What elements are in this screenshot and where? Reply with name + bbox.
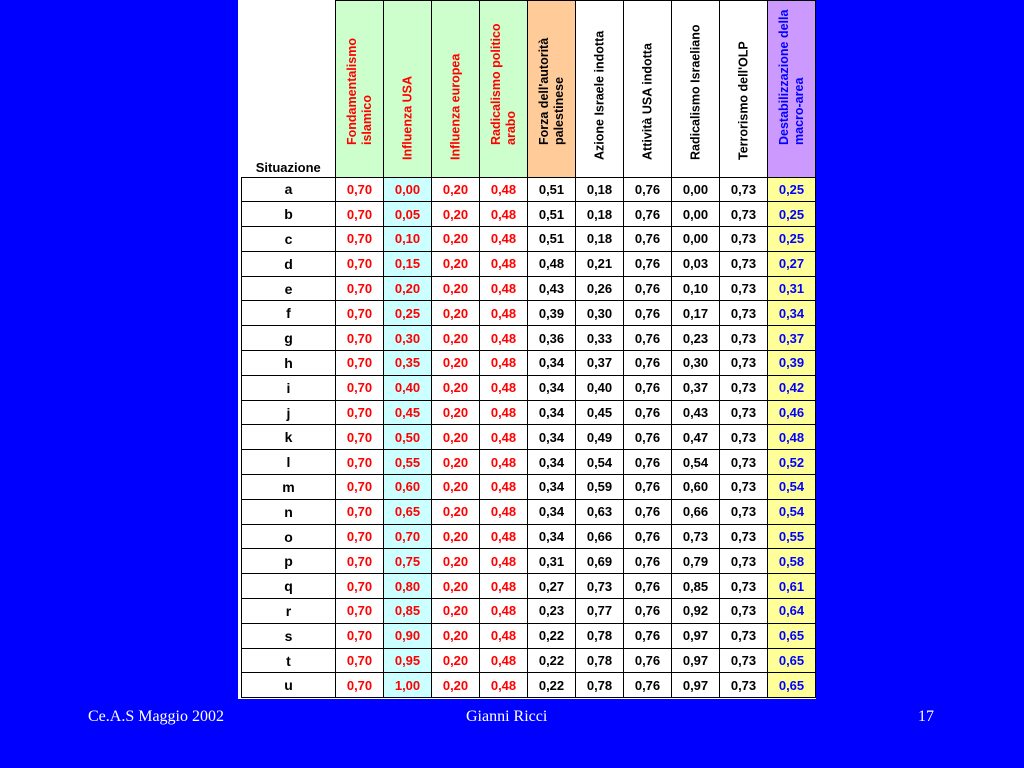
- table-cell: 0,30: [672, 351, 720, 376]
- column-header: [480, 1, 528, 178]
- table-cell: 0,20: [432, 251, 480, 276]
- table-cell: 0,18: [576, 227, 624, 252]
- table-cell: 0,76: [624, 499, 672, 524]
- column-header-line: Radicalismo Israeliano: [688, 24, 702, 160]
- table-cell: 0,73: [720, 177, 768, 202]
- table-row: [242, 326, 816, 351]
- table-cell: 0,31: [528, 549, 576, 574]
- table-cell: 0,21: [576, 251, 624, 276]
- row-label: j: [242, 400, 336, 425]
- table-cell: 0,20: [432, 450, 480, 475]
- table-cell: 0,33: [576, 326, 624, 351]
- table-cell: 0,65: [384, 499, 432, 524]
- table-cell: 0,73: [720, 499, 768, 524]
- table-cell: 0,59: [576, 475, 624, 500]
- table-cell: 0,27: [768, 251, 816, 276]
- table-cell: 0,48: [480, 574, 528, 599]
- table-cell: 0,70: [336, 400, 384, 425]
- table-cell: 0,73: [720, 524, 768, 549]
- table-cell: 0,37: [672, 375, 720, 400]
- table-body: [242, 177, 816, 698]
- table-cell: 0,20: [432, 524, 480, 549]
- row-label: t: [242, 648, 336, 673]
- table-cell: 0,43: [528, 276, 576, 301]
- table-cell: 0,76: [624, 599, 672, 624]
- table-cell: 0,92: [672, 599, 720, 624]
- table-cell: 0,37: [576, 351, 624, 376]
- table-cell: 0,36: [528, 326, 576, 351]
- table-cell: 0,73: [720, 549, 768, 574]
- table-cell: 0,55: [768, 524, 816, 549]
- table-cell: 0,95: [384, 648, 432, 673]
- table-cell: 0,49: [576, 425, 624, 450]
- situazione-table: [241, 0, 816, 698]
- table-cell: 0,73: [720, 450, 768, 475]
- table-cell: 0,85: [672, 574, 720, 599]
- table-cell: 0,60: [672, 475, 720, 500]
- table-cell: 0,20: [432, 499, 480, 524]
- table-cell: 0,05: [384, 202, 432, 227]
- table-row: [242, 301, 816, 326]
- row-label: u: [242, 673, 336, 698]
- column-header-line: Influenza europea: [448, 53, 462, 160]
- table-cell: 0,70: [336, 276, 384, 301]
- table-cell: 0,00: [672, 227, 720, 252]
- column-header: [720, 1, 768, 178]
- table-cell: 0,20: [384, 276, 432, 301]
- table-cell: 0,48: [528, 251, 576, 276]
- table-row: [242, 623, 816, 648]
- table-row: [242, 202, 816, 227]
- column-header: [528, 1, 576, 178]
- table-cell: 0,73: [720, 574, 768, 599]
- table-cell: 0,73: [720, 599, 768, 624]
- table-cell: 0,76: [624, 450, 672, 475]
- column-header: [384, 1, 432, 178]
- footer-author: Gianni Ricci: [466, 708, 548, 725]
- table-row: [242, 251, 816, 276]
- table-cell: 0,65: [768, 673, 816, 698]
- table-cell: 0,73: [720, 202, 768, 227]
- row-label: d: [242, 251, 336, 276]
- table-cell: 0,73: [720, 351, 768, 376]
- table-cell: 0,35: [384, 351, 432, 376]
- table-cell: 0,17: [672, 301, 720, 326]
- row-label: l: [242, 450, 336, 475]
- table-cell: 0,45: [576, 400, 624, 425]
- table-cell: 0,70: [336, 202, 384, 227]
- column-header-line: palestinese: [551, 76, 566, 145]
- row-label: r: [242, 599, 336, 624]
- table-row: [242, 673, 816, 698]
- column-header: [624, 1, 672, 178]
- row-label: k: [242, 425, 336, 450]
- table-cell: 0,43: [672, 400, 720, 425]
- table-cell: 0,73: [576, 574, 624, 599]
- table-cell: 0,70: [336, 599, 384, 624]
- table-cell: 0,76: [624, 326, 672, 351]
- table-cell: 0,70: [336, 648, 384, 673]
- table-cell: 0,76: [624, 251, 672, 276]
- row-label: c: [242, 227, 336, 252]
- table-cell: 0,34: [528, 425, 576, 450]
- table-cell: 0,48: [480, 251, 528, 276]
- table-row: [242, 351, 816, 376]
- column-header: [672, 1, 720, 178]
- table-cell: 0,76: [624, 425, 672, 450]
- table-cell: 0,97: [672, 623, 720, 648]
- row-label: h: [242, 351, 336, 376]
- table-cell: 0,48: [480, 425, 528, 450]
- table-cell: 0,22: [528, 648, 576, 673]
- table-cell: 0,66: [576, 524, 624, 549]
- table-cell: 0,70: [336, 623, 384, 648]
- column-header: [768, 1, 816, 178]
- table-cell: 0,20: [432, 227, 480, 252]
- table-cell: 0,58: [768, 549, 816, 574]
- corner-header-situazione: Situazione: [242, 1, 336, 178]
- table-cell: 0,70: [336, 673, 384, 698]
- table-cell: 0,48: [480, 276, 528, 301]
- table-cell: 0,70: [336, 499, 384, 524]
- table-cell: 0,48: [480, 549, 528, 574]
- table-header-row: [242, 1, 816, 178]
- row-label: n: [242, 499, 336, 524]
- table-cell: 0,48: [480, 599, 528, 624]
- table-row: [242, 227, 816, 252]
- row-label: e: [242, 276, 336, 301]
- row-label: s: [242, 623, 336, 648]
- table-cell: 0,76: [624, 276, 672, 301]
- table-cell: 0,20: [432, 574, 480, 599]
- table-cell: 0,76: [624, 351, 672, 376]
- table-cell: 0,76: [624, 574, 672, 599]
- table-row: [242, 450, 816, 475]
- table-cell: 0,18: [576, 177, 624, 202]
- table-cell: 0,73: [720, 648, 768, 673]
- table-cell: 0,25: [768, 202, 816, 227]
- table-cell: 0,27: [528, 574, 576, 599]
- table-cell: 0,20: [432, 375, 480, 400]
- table-cell: 0,70: [336, 425, 384, 450]
- table-cell: 0,34: [528, 499, 576, 524]
- table-row: [242, 375, 816, 400]
- table-cell: 0,64: [768, 599, 816, 624]
- table-cell: 0,66: [672, 499, 720, 524]
- table-cell: 0,70: [336, 351, 384, 376]
- table-cell: 0,34: [528, 400, 576, 425]
- table-cell: 0,63: [576, 499, 624, 524]
- table-cell: 0,20: [432, 599, 480, 624]
- column-header-line: islamico: [359, 94, 374, 145]
- table-cell: 0,77: [576, 599, 624, 624]
- table-cell: 0,48: [480, 227, 528, 252]
- table-cell: 0,48: [480, 648, 528, 673]
- table-cell: 0,76: [624, 648, 672, 673]
- table-cell: 0,48: [480, 475, 528, 500]
- table-cell: 0,26: [576, 276, 624, 301]
- table-cell: 0,70: [336, 450, 384, 475]
- row-label: g: [242, 326, 336, 351]
- column-header: [336, 1, 384, 178]
- table-cell: 0,70: [336, 524, 384, 549]
- table-cell: 0,73: [720, 673, 768, 698]
- table-cell: 0,54: [768, 475, 816, 500]
- table-cell: 0,70: [336, 227, 384, 252]
- table-cell: 0,69: [576, 549, 624, 574]
- table-row: [242, 425, 816, 450]
- table-cell: 0,73: [720, 276, 768, 301]
- table-cell: 1,00: [384, 673, 432, 698]
- table-cell: 0,76: [624, 524, 672, 549]
- table-cell: 0,25: [768, 177, 816, 202]
- row-label: o: [242, 524, 336, 549]
- table-row: [242, 499, 816, 524]
- table-cell: 0,54: [672, 450, 720, 475]
- table-cell: 0,97: [672, 673, 720, 698]
- table-cell: 0,76: [624, 227, 672, 252]
- column-header: [576, 1, 624, 178]
- table-cell: 0,20: [432, 673, 480, 698]
- table-cell: 0,00: [672, 202, 720, 227]
- column-header-line: Influenza USA: [400, 75, 414, 160]
- table-cell: 0,76: [624, 475, 672, 500]
- table-cell: 0,20: [432, 425, 480, 450]
- row-label: p: [242, 549, 336, 574]
- column-header-line: Forza dell'autorità: [536, 37, 551, 145]
- table-cell: 0,47: [672, 425, 720, 450]
- table-cell: 0,54: [768, 499, 816, 524]
- table-cell: 0,45: [384, 400, 432, 425]
- footer-date: Ce.A.S Maggio 2002: [88, 708, 224, 725]
- table-cell: 0,51: [528, 202, 576, 227]
- table-cell: 0,70: [336, 475, 384, 500]
- table-cell: 0,70: [336, 574, 384, 599]
- table-cell: 0,37: [768, 326, 816, 351]
- table-cell: 0,22: [528, 623, 576, 648]
- table-cell: 0,65: [768, 623, 816, 648]
- row-label: i: [242, 375, 336, 400]
- table-row: [242, 524, 816, 549]
- table-cell: 0,48: [480, 177, 528, 202]
- table-cell: 0,48: [480, 623, 528, 648]
- column-header-line: Fondamentalismo: [344, 37, 359, 145]
- table-cell: 0,70: [336, 251, 384, 276]
- table-cell: 0,61: [768, 574, 816, 599]
- table-cell: 0,00: [384, 177, 432, 202]
- table-cell: 0,30: [576, 301, 624, 326]
- row-label: q: [242, 574, 336, 599]
- table-cell: 0,90: [384, 623, 432, 648]
- table-cell: 0,70: [336, 549, 384, 574]
- table-cell: 0,23: [528, 599, 576, 624]
- table-cell: 0,48: [480, 202, 528, 227]
- table-cell: 0,65: [768, 648, 816, 673]
- table-cell: 0,73: [720, 400, 768, 425]
- table-cell: 0,70: [336, 301, 384, 326]
- table-cell: 0,34: [528, 450, 576, 475]
- table-cell: 0,73: [720, 475, 768, 500]
- table-cell: 0,48: [480, 326, 528, 351]
- table-cell: 0,50: [384, 425, 432, 450]
- table-cell: 0,70: [384, 524, 432, 549]
- table-cell: 0,48: [768, 425, 816, 450]
- table-row: [242, 177, 816, 202]
- table-cell: 0,20: [432, 177, 480, 202]
- table-cell: 0,34: [528, 524, 576, 549]
- table-cell: 0,39: [768, 351, 816, 376]
- table-cell: 0,48: [480, 375, 528, 400]
- column-header-line: macro-area: [791, 77, 806, 145]
- table-cell: 0,20: [432, 648, 480, 673]
- table-cell: 0,73: [720, 227, 768, 252]
- table-cell: 0,34: [768, 301, 816, 326]
- table-cell: 0,20: [432, 202, 480, 227]
- column-header: [432, 1, 480, 178]
- table-cell: 0,15: [384, 251, 432, 276]
- table-cell: 0,34: [528, 351, 576, 376]
- table-cell: 0,76: [624, 400, 672, 425]
- table-cell: 0,03: [672, 251, 720, 276]
- table-cell: 0,48: [480, 499, 528, 524]
- table-cell: 0,46: [768, 400, 816, 425]
- column-header-line: Radicalismo politico: [488, 22, 503, 145]
- row-label: b: [242, 202, 336, 227]
- table-cell: 0,70: [336, 177, 384, 202]
- table-cell: 0,48: [480, 301, 528, 326]
- row-label: a: [242, 177, 336, 202]
- table-cell: 0,20: [432, 475, 480, 500]
- column-header-line: Terrorismo dell'OLP: [736, 40, 750, 160]
- table-row: [242, 475, 816, 500]
- row-label: m: [242, 475, 336, 500]
- table-cell: 0,40: [576, 375, 624, 400]
- table-cell: 0,76: [624, 202, 672, 227]
- table-cell: 0,79: [672, 549, 720, 574]
- table-cell: 0,20: [432, 276, 480, 301]
- table-cell: 0,73: [720, 326, 768, 351]
- table-row: [242, 549, 816, 574]
- table-cell: 0,73: [720, 623, 768, 648]
- table-cell: 0,73: [720, 301, 768, 326]
- table-cell: 0,22: [528, 673, 576, 698]
- table-cell: 0,48: [480, 450, 528, 475]
- table-cell: 0,51: [528, 177, 576, 202]
- table-cell: 0,48: [480, 524, 528, 549]
- table-cell: 0,76: [624, 673, 672, 698]
- table-cell: 0,97: [672, 648, 720, 673]
- table-cell: 0,73: [720, 425, 768, 450]
- table-cell: 0,48: [480, 351, 528, 376]
- table-cell: 0,85: [384, 599, 432, 624]
- table-cell: 0,20: [432, 351, 480, 376]
- table-cell: 0,48: [480, 400, 528, 425]
- table-cell: 0,76: [624, 375, 672, 400]
- table-cell: 0,76: [624, 177, 672, 202]
- table-cell: 0,40: [384, 375, 432, 400]
- table-cell: 0,31: [768, 276, 816, 301]
- table-cell: 0,78: [576, 648, 624, 673]
- table-cell: 0,25: [384, 301, 432, 326]
- table-row: [242, 400, 816, 425]
- column-header-line: Destabilizzazione della: [776, 9, 791, 145]
- table-cell: 0,73: [720, 251, 768, 276]
- table-cell: 0,80: [384, 574, 432, 599]
- table-row: [242, 599, 816, 624]
- table-cell: 0,34: [528, 475, 576, 500]
- table-cell: 0,51: [528, 227, 576, 252]
- footer-page-number: 17: [918, 708, 934, 725]
- table-row: [242, 648, 816, 673]
- table-cell: 0,10: [672, 276, 720, 301]
- table-cell: 0,76: [624, 549, 672, 574]
- table-cell: 0,73: [672, 524, 720, 549]
- table-cell: 0,55: [384, 450, 432, 475]
- table-cell: 0,75: [384, 549, 432, 574]
- table-cell: 0,25: [768, 227, 816, 252]
- table-cell: 0,20: [432, 326, 480, 351]
- table-cell: 0,34: [528, 375, 576, 400]
- table-cell: 0,20: [432, 400, 480, 425]
- table-cell: 0,10: [384, 227, 432, 252]
- table-cell: 0,54: [576, 450, 624, 475]
- column-header-line: Attività USA indotta: [640, 42, 654, 160]
- table-cell: 0,70: [336, 375, 384, 400]
- column-header-line: arabo: [503, 110, 518, 145]
- table-cell: 0,23: [672, 326, 720, 351]
- table-cell: 0,48: [480, 673, 528, 698]
- table-row: [242, 574, 816, 599]
- table-cell: 0,20: [432, 623, 480, 648]
- table-cell: 0,20: [432, 549, 480, 574]
- table-cell: 0,76: [624, 623, 672, 648]
- table-cell: 0,18: [576, 202, 624, 227]
- table-row: [242, 276, 816, 301]
- table-cell: 0,30: [384, 326, 432, 351]
- table-cell: 0,20: [432, 301, 480, 326]
- spreadsheet-table-image: [238, 0, 816, 699]
- table-cell: 0,60: [384, 475, 432, 500]
- table-cell: 0,42: [768, 375, 816, 400]
- table-cell: 0,78: [576, 623, 624, 648]
- table-cell: 0,39: [528, 301, 576, 326]
- table-cell: 0,73: [720, 375, 768, 400]
- table-cell: 0,70: [336, 326, 384, 351]
- column-header-line: Azione Israele indotta: [592, 30, 606, 160]
- table-cell: 0,00: [672, 177, 720, 202]
- table-cell: 0,78: [576, 673, 624, 698]
- table-cell: 0,52: [768, 450, 816, 475]
- table-cell: 0,76: [624, 301, 672, 326]
- row-label: f: [242, 301, 336, 326]
